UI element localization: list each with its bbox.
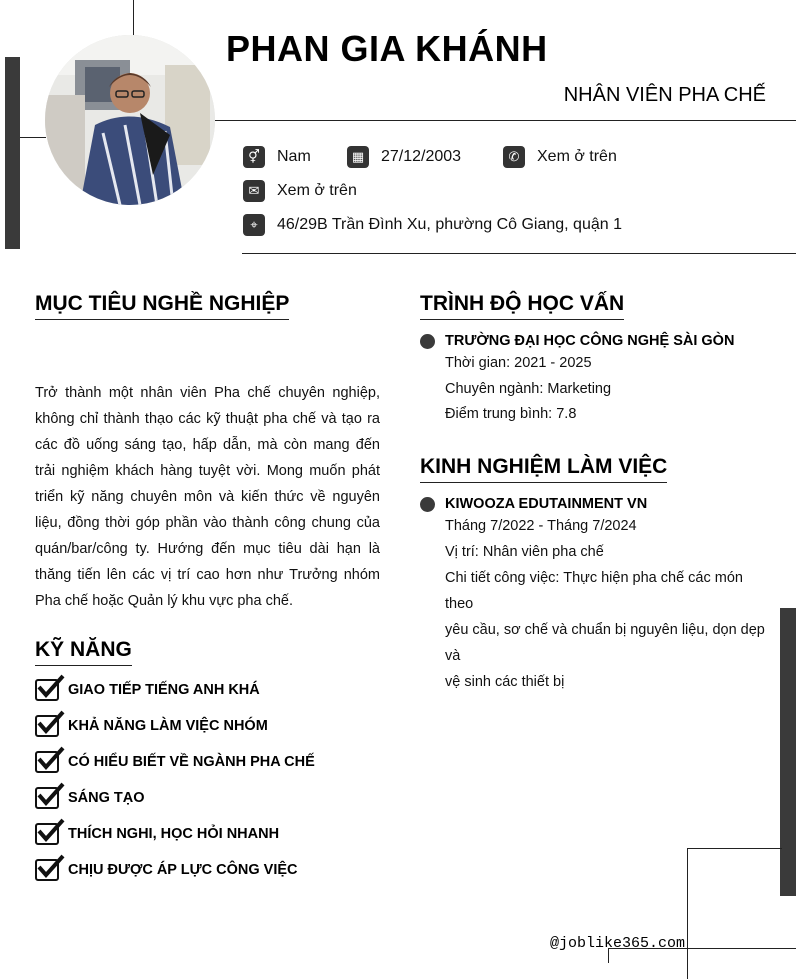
watermark-text: @joblike365.com [550,935,686,952]
objective-section [35,292,380,614]
email-value: Xem ở trên [277,182,357,199]
experience-details [445,514,770,695]
phone-icon: ✆ [503,146,525,168]
phone-value: Xem ở trên [537,148,617,165]
bullet-icon [420,334,435,349]
education-section [420,292,770,428]
right-accent-bar [780,608,796,896]
education-gpa: Điểm trung bình: 7.8 [445,406,577,422]
skill-label: KHẢ NĂNG LÀM VIỆC NHÓM [68,718,268,734]
skill-label: CHỊU ĐƯỢC ÁP LỰC CÔNG VIỆC [68,862,298,878]
checkbox-checked-icon [35,823,59,845]
experience-role: Vị trí: Nhân viên pha chế [445,543,604,560]
gender-icon: ⚥ [243,146,265,168]
contact-email [243,180,357,202]
bullet-icon [420,497,435,512]
objective-text: Trở thành một nhân viên Pha chế chuyên nghiệp, không chỉ thành thạo các kỹ thuật pha chế và tạo ra các đồ uống sáng tạo, hấp dẫn, mà còn mang đến trải nghiệm khách hàng tuyệt vời. Mong muốn phát triển kỹ năng chuyên môn và kiến thức về nguyên liệu, đồng thời góp phần vào thành công chung của quán/bar/công ty. Hướng đến mục tiêu dài hạn là thăng tiến lên các vị trí cao hơn như Trưởng nhóm Pha chế hoặc Quản lý khu vực pha chế. [35,385,380,609]
email-icon: ✉ [243,180,265,202]
skills-title: KỸ NĂNG [35,638,132,666]
job-title: NHÂN VIÊN PHA CHẾ [563,84,766,106]
calendar-icon: ▦ [347,146,369,168]
skill-item [35,852,380,888]
contact-birthday [347,146,461,168]
experience-details-line: yêu cầu, sơ chế và chuẩn bị nguyên liệu, dọn dẹp và [445,622,765,664]
skill-label: THÍCH NGHI, HỌC HỎI NHANH [68,826,280,842]
experience-details-line: vệ sinh các thiết bị [445,674,565,690]
skill-item [35,672,380,708]
contact-divider [242,253,796,254]
address-value: 46/29B Trần Đình Xu, phường Cô Giang, quận 1 [277,216,622,233]
education-major: Chuyên ngành: Marketing [445,380,612,397]
contact-address [243,214,622,236]
checkbox-checked-icon [35,751,59,773]
skill-label: SÁNG TẠO [68,790,145,806]
skills-list [35,672,380,888]
experience-entry-head [420,496,770,512]
education-entry-head [420,333,770,349]
contact-gender [243,146,311,168]
gender-value: Nam [277,148,311,165]
education-time: Thời gian: 2021 - 2025 [445,355,592,371]
skill-item [35,744,380,780]
skill-item [35,708,380,744]
skills-section [35,638,380,888]
experience-title: KINH NGHIỆM LÀM VIỆC [420,455,667,483]
left-connector-line [20,137,46,138]
checkbox-checked-icon [35,787,59,809]
checkbox-checked-icon [35,715,59,737]
left-accent-bar [5,57,20,249]
candidate-name: PHAN GIA KHÁNH [226,28,548,69]
school-name: TRƯỜNG ĐẠI HỌC CÔNG NGHỆ SÀI GÒN [445,333,735,349]
experience-period: Tháng 7/2022 - Tháng 7/2024 [445,518,637,534]
skill-label: GIAO TIẾP TIẾNG ANH KHÁ [68,682,260,698]
birthday-value: 27/12/2003 [381,148,462,165]
checkbox-checked-icon [35,679,59,701]
skill-label: CÓ HIỂU BIẾT VỀ NGÀNH PHA CHẾ [68,754,315,770]
location-icon: ⌖ [243,214,265,236]
contact-phone [503,146,617,168]
experience-section [420,455,770,695]
corner-frame-box [687,848,782,979]
top-vertical-line [133,0,134,38]
header-divider [215,120,796,121]
education-details [445,351,770,428]
company-name: KIWOOZA EDUTAINMENT VN [445,496,648,512]
skill-item [35,816,380,852]
objective-title: MỤC TIÊU NGHỀ NGHIỆP [35,292,289,320]
experience-details-line: Chi tiết công việc: Thực hiện pha chế các món theo [445,570,743,612]
education-title: TRÌNH ĐỘ HỌC VẤN [420,292,624,320]
avatar [45,35,215,205]
checkbox-checked-icon [35,859,59,881]
skill-item [35,780,380,816]
